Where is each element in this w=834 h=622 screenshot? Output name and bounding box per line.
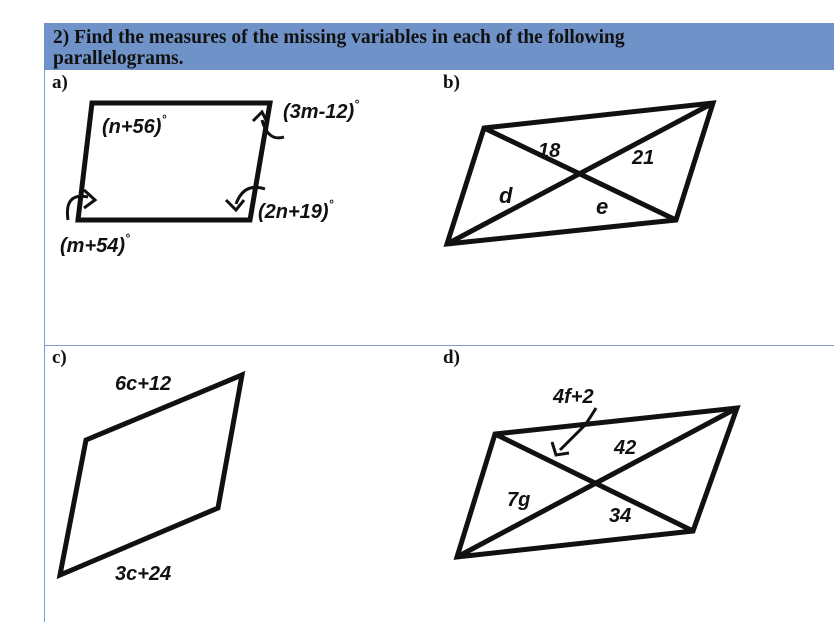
label-18: 18 — [538, 140, 561, 162]
label-4f-plus-2: 4f+2 — [553, 386, 594, 408]
label-2n-plus-19: (2n+19)° — [258, 197, 334, 223]
label-3m-minus-12: (3m-12)° — [283, 97, 359, 123]
question-title-line-2: parallelograms. — [53, 48, 184, 69]
label-3c-plus-24: 3c+24 — [115, 563, 172, 585]
question-title-line-1: 2) Find the measures of the missing variables in each of the following — [53, 27, 625, 48]
pointer-arrow-4f2 — [560, 408, 596, 450]
label-m-plus-54: (m+54)° — [60, 231, 130, 257]
label-34: 34 — [609, 505, 632, 527]
label-e: e — [596, 194, 609, 219]
label-d: d — [499, 183, 513, 208]
diagonal-d-2 — [457, 408, 737, 557]
label-21: 21 — [632, 147, 655, 169]
label-n-plus-56: (n+56)° — [102, 112, 167, 138]
label-7g: 7g — [507, 489, 531, 511]
part-b-label: b) — [443, 72, 460, 93]
part-d-label: d) — [443, 347, 460, 368]
part-c-label: c) — [52, 347, 67, 368]
label-42: 42 — [614, 437, 637, 459]
part-a-label: a) — [52, 72, 68, 93]
label-6c-plus-12: 6c+12 — [115, 373, 172, 395]
